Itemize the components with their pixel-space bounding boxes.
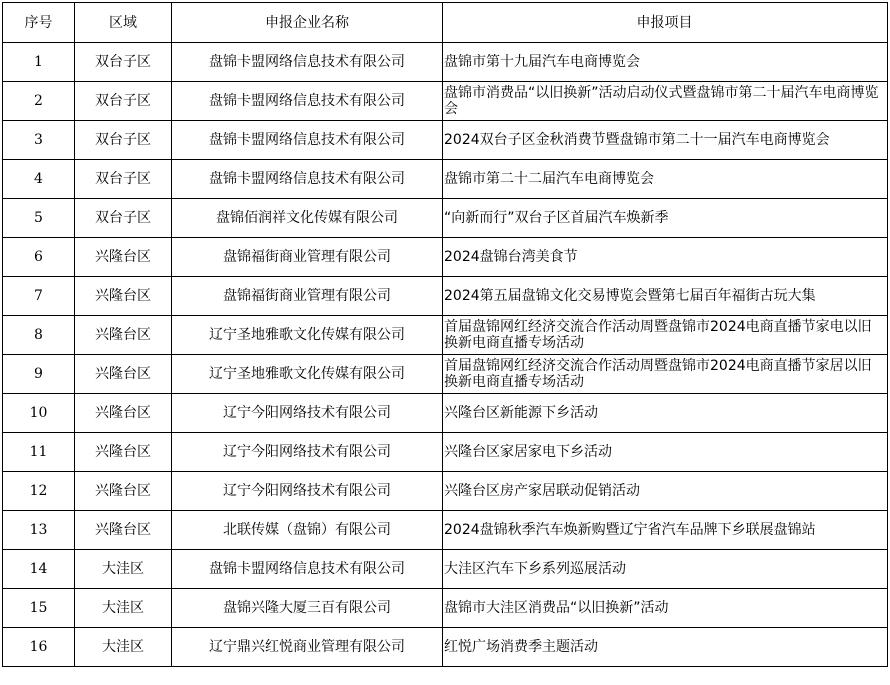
cell-project: 兴隆台区家居家电下乡活动 bbox=[443, 433, 888, 472]
cell-district: 双台子区 bbox=[75, 121, 172, 160]
cell-project: 2024双台子区金秋消费节暨盘锦市第二十一届汽车电商博览会 bbox=[443, 121, 888, 160]
cell-district: 双台子区 bbox=[75, 43, 172, 82]
cell-company: 盘锦卡盟网络信息技术有限公司 bbox=[172, 160, 443, 199]
header-company: 申报企业名称 bbox=[172, 3, 443, 43]
cell-project: 首届盘锦网红经济交流合作活动周暨盘锦市2024电商直播节家电以旧换新电商直播专场活动 bbox=[443, 316, 888, 355]
cell-seq: 5 bbox=[3, 199, 75, 238]
cell-company: 盘锦兴隆大厦三百有限公司 bbox=[172, 589, 443, 628]
cell-seq: 13 bbox=[3, 511, 75, 550]
cell-seq: 4 bbox=[3, 160, 75, 199]
table-row bbox=[3, 511, 888, 550]
cell-seq: 15 bbox=[3, 589, 75, 628]
cell-company: 盘锦卡盟网络信息技术有限公司 bbox=[172, 82, 443, 121]
cell-district: 双台子区 bbox=[75, 160, 172, 199]
cell-district: 兴隆台区 bbox=[75, 355, 172, 394]
table-row bbox=[3, 277, 888, 316]
table-row bbox=[3, 472, 888, 511]
table-row bbox=[3, 550, 888, 589]
cell-seq: 6 bbox=[3, 238, 75, 277]
cell-district: 兴隆台区 bbox=[75, 316, 172, 355]
cell-company: 辽宁今阳网络技术有限公司 bbox=[172, 394, 443, 433]
cell-seq: 3 bbox=[3, 121, 75, 160]
cell-company: 盘锦卡盟网络信息技术有限公司 bbox=[172, 43, 443, 82]
table-row bbox=[3, 82, 888, 121]
cell-company: 辽宁圣地雅歌文化传媒有限公司 bbox=[172, 316, 443, 355]
cell-project: 首届盘锦网红经济交流合作活动周暨盘锦市2024电商直播节家居以旧换新电商直播专场活动 bbox=[443, 355, 888, 394]
cell-project: 2024第五届盘锦文化交易博览会暨第七届百年福街古玩大集 bbox=[443, 277, 888, 316]
cell-seq: 2 bbox=[3, 82, 75, 121]
cell-company: 辽宁圣地雅歌文化传媒有限公司 bbox=[172, 355, 443, 394]
cell-seq: 1 bbox=[3, 43, 75, 82]
cell-seq: 14 bbox=[3, 550, 75, 589]
table-row bbox=[3, 394, 888, 433]
cell-company: 辽宁鼎兴红悦商业管理有限公司 bbox=[172, 628, 443, 667]
header-project: 申报项目 bbox=[443, 3, 888, 43]
cell-company: 盘锦卡盟网络信息技术有限公司 bbox=[172, 550, 443, 589]
table-row bbox=[3, 628, 888, 667]
cell-district: 兴隆台区 bbox=[75, 433, 172, 472]
table-row bbox=[3, 160, 888, 199]
cell-seq: 11 bbox=[3, 433, 75, 472]
table-row bbox=[3, 589, 888, 628]
cell-district: 兴隆台区 bbox=[75, 472, 172, 511]
cell-district: 大洼区 bbox=[75, 550, 172, 589]
cell-district: 双台子区 bbox=[75, 199, 172, 238]
table-row bbox=[3, 355, 888, 394]
cell-seq: 16 bbox=[3, 628, 75, 667]
cell-project: 兴隆台区新能源下乡活动 bbox=[443, 394, 888, 433]
table-row bbox=[3, 121, 888, 160]
cell-seq: 9 bbox=[3, 355, 75, 394]
cell-project: 盘锦市大洼区消费品“以旧换新”活动 bbox=[443, 589, 888, 628]
cell-project: 盘锦市消费品“以旧换新”活动启动仪式暨盘锦市第二十届汽车电商博览会 bbox=[443, 82, 888, 121]
cell-company: 辽宁今阳网络技术有限公司 bbox=[172, 433, 443, 472]
cell-company: 北联传媒（盘锦）有限公司 bbox=[172, 511, 443, 550]
header-district: 区域 bbox=[75, 3, 172, 43]
cell-company: 辽宁今阳网络技术有限公司 bbox=[172, 472, 443, 511]
cell-district: 大洼区 bbox=[75, 589, 172, 628]
table-row bbox=[3, 316, 888, 355]
cell-project: 2024盘锦秋季汽车焕新购暨辽宁省汽车品牌下乡联展盘锦站 bbox=[443, 511, 888, 550]
cell-district: 兴隆台区 bbox=[75, 394, 172, 433]
project-table bbox=[2, 2, 888, 667]
table-row bbox=[3, 199, 888, 238]
cell-district: 兴隆台区 bbox=[75, 238, 172, 277]
cell-district: 兴隆台区 bbox=[75, 511, 172, 550]
table-row bbox=[3, 238, 888, 277]
cell-district: 兴隆台区 bbox=[75, 277, 172, 316]
cell-district: 大洼区 bbox=[75, 628, 172, 667]
cell-project: 兴隆台区房产家居联动促销活动 bbox=[443, 472, 888, 511]
cell-seq: 7 bbox=[3, 277, 75, 316]
cell-project: 大洼区汽车下乡系列巡展活动 bbox=[443, 550, 888, 589]
cell-seq: 10 bbox=[3, 394, 75, 433]
cell-project: 盘锦市第十九届汽车电商博览会 bbox=[443, 43, 888, 82]
cell-seq: 12 bbox=[3, 472, 75, 511]
cell-project: 盘锦市第二十二届汽车电商博览会 bbox=[443, 160, 888, 199]
header-seq: 序号 bbox=[3, 3, 75, 43]
cell-company: 盘锦卡盟网络信息技术有限公司 bbox=[172, 121, 443, 160]
cell-district: 双台子区 bbox=[75, 82, 172, 121]
table-row bbox=[3, 433, 888, 472]
cell-company: 盘锦佰润祥文化传媒有限公司 bbox=[172, 199, 443, 238]
cell-company: 盘锦福街商业管理有限公司 bbox=[172, 277, 443, 316]
header-row bbox=[3, 3, 888, 43]
cell-project: 红悦广场消费季主题活动 bbox=[443, 628, 888, 667]
table-row bbox=[3, 43, 888, 82]
cell-seq: 8 bbox=[3, 316, 75, 355]
cell-company: 盘锦福街商业管理有限公司 bbox=[172, 238, 443, 277]
cell-project: “向新而行”双台子区首届汽车焕新季 bbox=[443, 199, 888, 238]
cell-project: 2024盘锦台湾美食节 bbox=[443, 238, 888, 277]
